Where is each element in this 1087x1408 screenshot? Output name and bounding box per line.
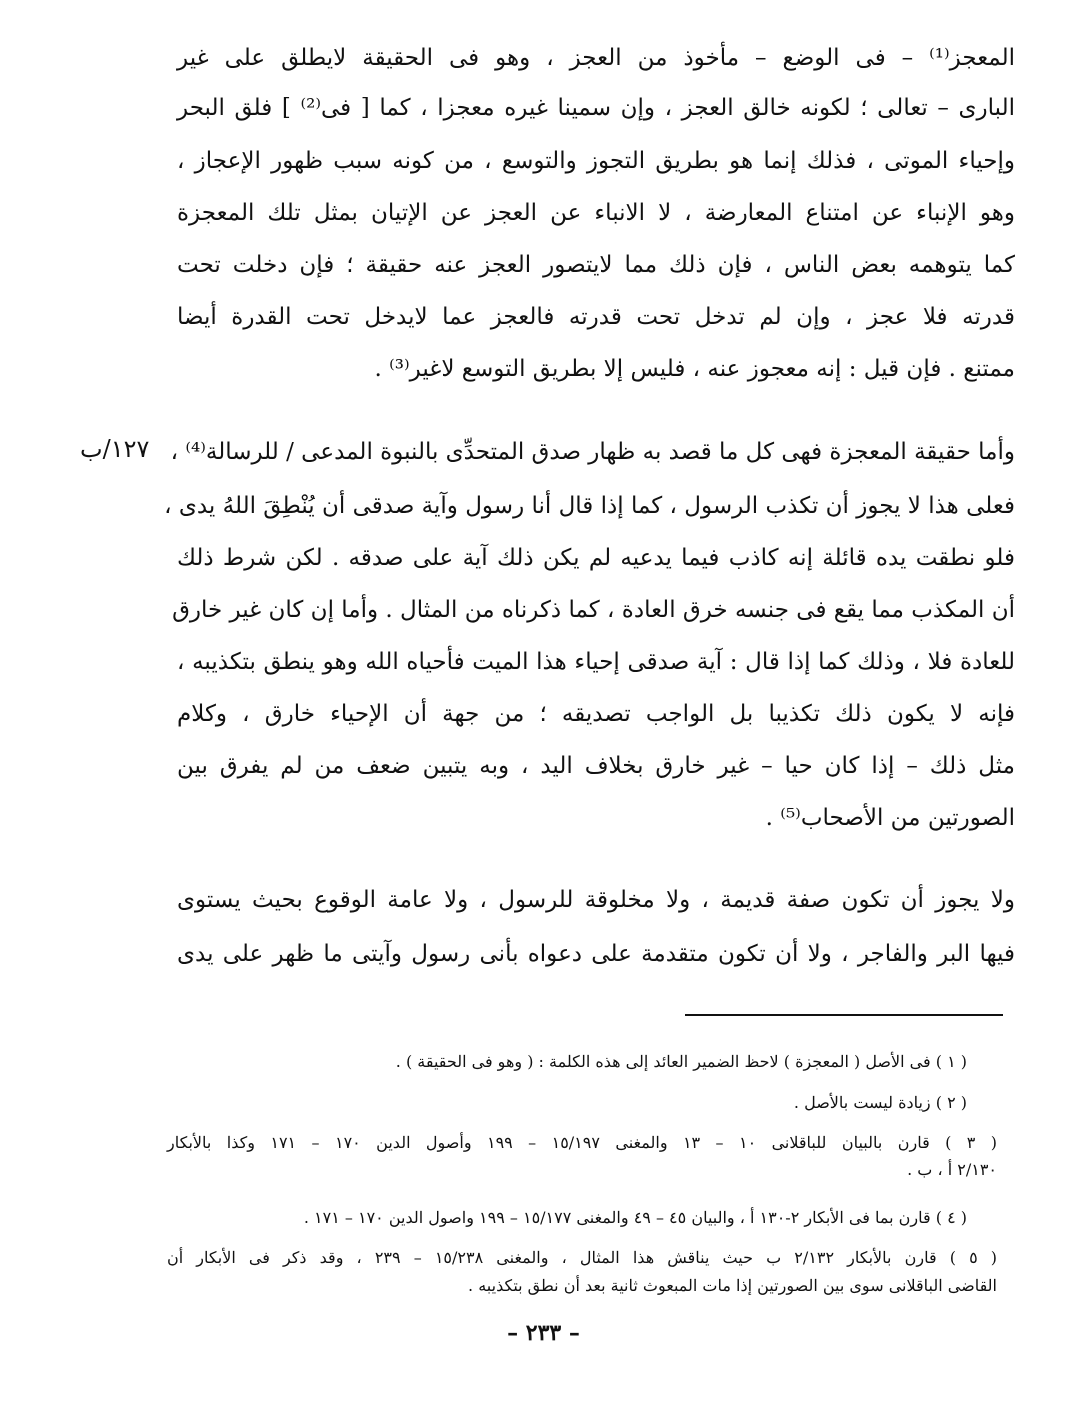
text-line: مثل ذلك – إذا كان حيا – غير خارق بخلاف اليد ، وبه يتبين ضعف من لم يفرق بين [177,753,1015,779]
page-number: – ٢٣٣ – [507,1320,580,1346]
text-line: فيها البر والفاجر ، ولا أن تكون متقدمة على دعواه بأنى رسول وآيتى ما ظهر على يدى [177,941,1015,967]
text-line: فإنه لا يكون ذلك تكذيبا بل الواجب تصديقه ؛ من جهة أن الإحياء خارق ، وكلام [177,701,1015,727]
footnote-2: ( ٢ ) زيادة ليست بالأصل . [793,1093,967,1112]
text-line: أن المكذب مما يقع فى جنسه خرق العادة ، كما ذكرناه من المثال . وأما إن كان غير خارق [172,597,1015,623]
footnote-3: ( ٣ ) قارن بالبيان للباقلانى ١٠ – ١٣ والمغنى ١٥/١٩٧ – ١٩٩ وأصول الدين ١٧٠ – ١٧١ وكذا بالأبكار [167,1133,998,1152]
text-line: وأما حقيقة المعجزة فهى كل ما قصد به ظهار صدق المتحدِّى بالنبوة المدعى / للرسالة⁽⁴⁾ ، [170,439,1015,465]
text-line: فلو نطقت يده قائلة إنه كاذب فيما يدعيه لم يكن ذلك آية على صدقه . لكن شرط ذلك [177,545,1015,571]
text-line: للعادة فلا ، وذلك كما إذا قال : آية صدقى إحياء هذا الميت فأحياه الله وهو ينطق بتكذيبه ، [177,649,1015,675]
text-line: ولا يجوز أن تكون صفة قديمة ، ولا مخلوقة للرسول ، ولا عامة الوقوع بحيث يستوى [177,887,1015,913]
text-line: البارى – تعالى ؛ لكونه خالق العجز ، وإن سمينا غيره معجزا ، كما [ فى⁽²⁾ ] فلق البحر [177,95,1015,121]
footnote-4: ( ٤ ) قارن بما فى الأبكار ٢-١٣٠ أ ، والبيان ٤٥ – ٤٩ والمغنى ١٥/١٧٧ – ١٩٩ واصول الدين ١٧٠ – ١٧١ . [303,1208,967,1227]
footnote-3-cont: ٢/١٣٠ أ ، ب . [907,1160,997,1179]
footnote-1: ( ١ ) فى الأصل ( المعجزة ) لاحظ الضمير العائد إلى هذه الكلمة : ( وهو فى الحقيقة ) . [395,1052,967,1071]
text-line: الصورتين من الأصحاب⁽⁵⁾ . [765,805,1015,831]
text-line: كما يتوهمه بعض الناس ، فإن ذلك مما لايتصور العجز عنه حقيقة ؛ فإن دخلت تحت [177,252,1015,278]
footnote-5: ( ٥ ) قارن بالأبكار ٢/١٣٢ ب حيث يناقش هذا المثال ، والمغنى ١٥/٢٣٨ – ٢٣٩ ، وقد ذكر فى الأبكار أن [167,1248,998,1267]
footnote-5-cont: القاضى الباقلانى سوى بين الصورتين إذا مات المبعوث ثانية بعد أن نطق بتكذيبه . [468,1276,997,1295]
margin-folio-note: ١٢٧/ب [80,435,150,463]
footnote-separator [685,1014,1003,1016]
text-line: المعجز⁽¹⁾ – فى الوضع – مأخوذ من العجز ، وهو فى الحقيقة لايطلق على غير [177,45,1015,71]
text-line: فعلى هذا لا يجوز أن تكذب الرسول ، كما إذا قال أنا رسول وآية صدقى أن يُنْطِقَ اللهُ يدى ، [164,493,1015,519]
text-line: وإحياء الموتى ، فذلك إنما هو بطريق التجوز والتوسع ، من كونه سبب ظهور الإعجاز ، [177,148,1015,174]
text-line: ممتنع . فإن قيل : إنه معجوز عنه ، فليس إلا بطريق التوسع لاغير⁽³⁾ . [374,356,1015,382]
text-line: قدرته فلا عجز ، وإن لم تدخل تحت قدرته فالعجز عما لايدخل تحت القدرة أيضا [177,304,1015,330]
text-line: وهو الإنباء عن امتناع المعارضة ، لا الانباء عن العجز عن الإتيان بمثل تلك المعجزة [177,200,1015,226]
